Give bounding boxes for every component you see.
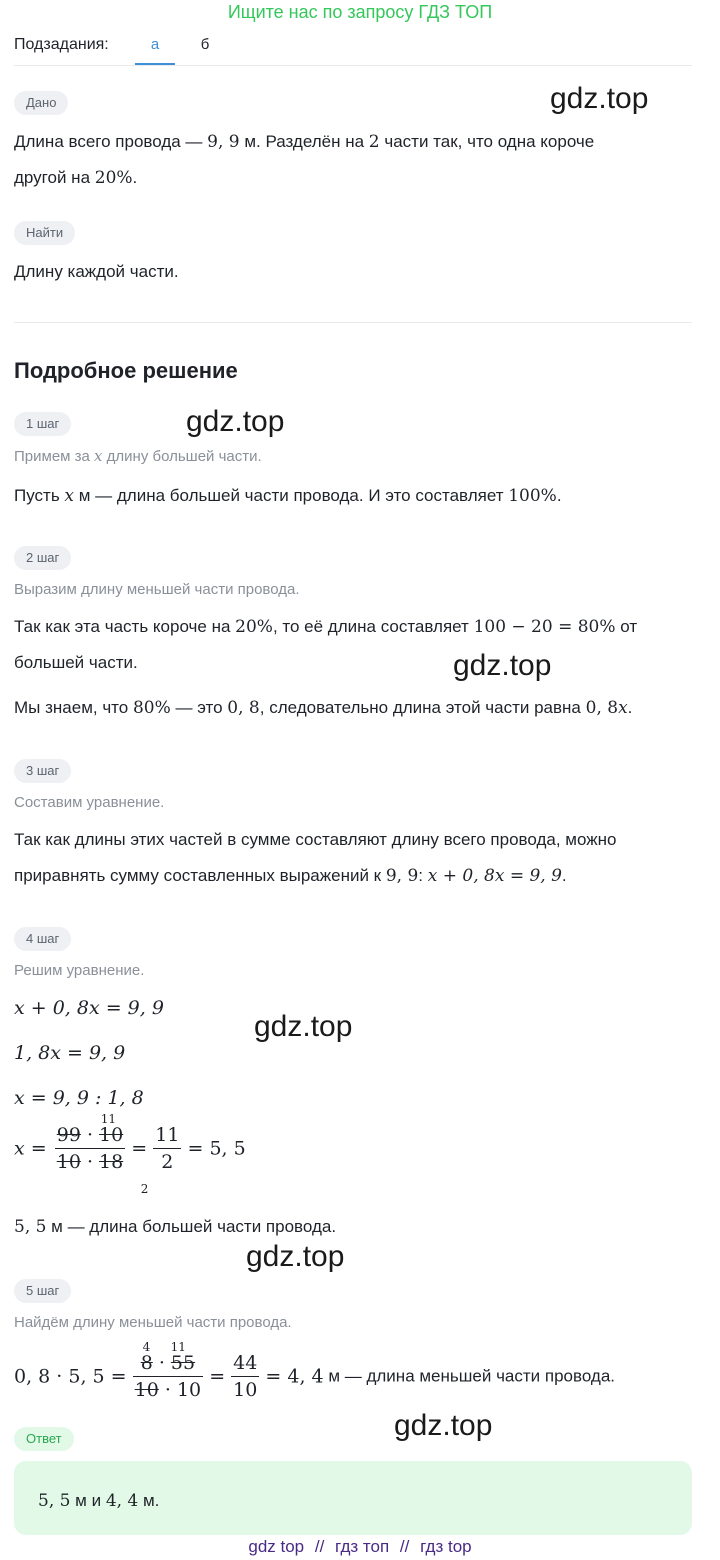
step-5: [14, 1279, 71, 1303]
tab-subtask-a[interactable]: а: [150, 36, 160, 53]
step-2-chip: 2 шаг: [14, 546, 71, 570]
step-5-chip: 5 шаг: [14, 1279, 71, 1303]
step-3-hint: Составим уравнение.: [14, 794, 165, 811]
equation-1: x + 0, 8x = 9, 9: [14, 997, 164, 1019]
tabs-divider: [14, 65, 692, 66]
step-4-conclusion: 5, 5 м — длина большей части провода.: [14, 1217, 337, 1237]
cancel-top-number: 4: [142, 1340, 151, 1354]
fraction-cancel: 4 11 8 · 55 10 · 10: [134, 1340, 202, 1401]
watermark: gdz.top: [394, 1409, 493, 1442]
step-2-line-3: Мы знаем, что 80% — это 0, 8, следовательно длина этой части равна 0, 8x.: [14, 698, 633, 718]
step-2: [14, 546, 71, 570]
footer-link[interactable]: гдз top: [420, 1537, 472, 1556]
cancel-bottom-number: 2: [140, 1182, 149, 1196]
given-line-2: другой на 20%.: [14, 168, 138, 188]
watermark: gdz.top: [254, 1010, 353, 1043]
answer-chip: Ответ: [14, 1427, 74, 1451]
equation-3: x = 9, 9 : 1, 8: [14, 1087, 144, 1109]
equation-4: x = 11 99 · 10 10 · 18 2 = $\frac{11}{2}$ = 5, 5: [14, 1112, 246, 1196]
step-4-chip: 4 шаг: [14, 927, 71, 951]
find-text: Длину каждой части.: [14, 262, 179, 281]
step-3: [14, 759, 71, 783]
find-chip: Найти: [14, 221, 75, 245]
watermark: gdz.top: [550, 82, 649, 115]
step-1-text: Пусть x м — длина большей части провода. И это составляет 100%.: [14, 486, 562, 506]
footer-separator: //: [314, 1537, 325, 1556]
given-section: [14, 91, 68, 115]
cancel-top-number: 11: [100, 1112, 117, 1126]
footer-links: [0, 1536, 720, 1558]
solution-title: Подробное решение: [14, 358, 238, 383]
given-line-1: Длина всего провода — 9, 9 м. Разделён на 2 части так, что одна короче: [14, 132, 595, 152]
watermark: gdz.top: [186, 405, 285, 438]
step-4-hint: Решим уравнение.: [14, 962, 145, 979]
step-3-line-2: приравнять сумму составленных выражений к 9, 9: x + 0, 8x = 9, 9.: [14, 866, 567, 886]
footer-link[interactable]: гдз топ: [335, 1537, 390, 1556]
step-3-line-1: Так как длины этих частей в сумме составляют длину всего провода, можно: [14, 830, 617, 849]
given-chip: Дано: [14, 91, 68, 115]
section-divider: [14, 322, 692, 323]
equation-2: 1, 8x = 9, 9: [14, 1042, 126, 1064]
step-2-line-1: Так как эта часть короче на 20%, то её длина составляет 100 − 20 = 80% от: [14, 617, 638, 637]
answer-text: 5, 5 м и 4, 4 м.: [38, 1491, 160, 1511]
step-1: [14, 412, 71, 436]
promo-banner: Ищите нас по запросу ГДЗ ТОП: [227, 2, 493, 22]
watermark: gdz.top: [246, 1240, 345, 1273]
step-5-hint: Найдём длину меньшей части провода.: [14, 1314, 292, 1331]
watermark: gdz.top: [453, 649, 552, 682]
cancel-top-number: 11: [170, 1340, 186, 1354]
subtasks-label: Подзадания:: [14, 36, 109, 53]
step-2-hint: Выразим длину меньшей части провода.: [14, 581, 300, 598]
step-5-equation: 0, 8 · 5, 5 = 4 11 8 · 55 10 · 10 = $\frac{44}{10}$ = 4, 4 м — длина меньшей части провода.: [14, 1340, 616, 1401]
find-section: [14, 221, 75, 245]
step-4: [14, 927, 71, 951]
step-1-chip: 1 шаг: [14, 412, 71, 436]
step-3-chip: 3 шаг: [14, 759, 71, 783]
step-1-hint: Примем за x длину большей части.: [14, 447, 262, 465]
answer-section: [14, 1427, 74, 1451]
fraction-cancel: 11 99 · 10 10 · 18 2: [56, 1112, 149, 1196]
footer-separator: //: [399, 1537, 410, 1556]
tab-subtask-b[interactable]: б: [200, 36, 210, 53]
step-2-line-2: большей части.: [14, 653, 138, 672]
footer-link[interactable]: gdz top: [248, 1537, 305, 1556]
